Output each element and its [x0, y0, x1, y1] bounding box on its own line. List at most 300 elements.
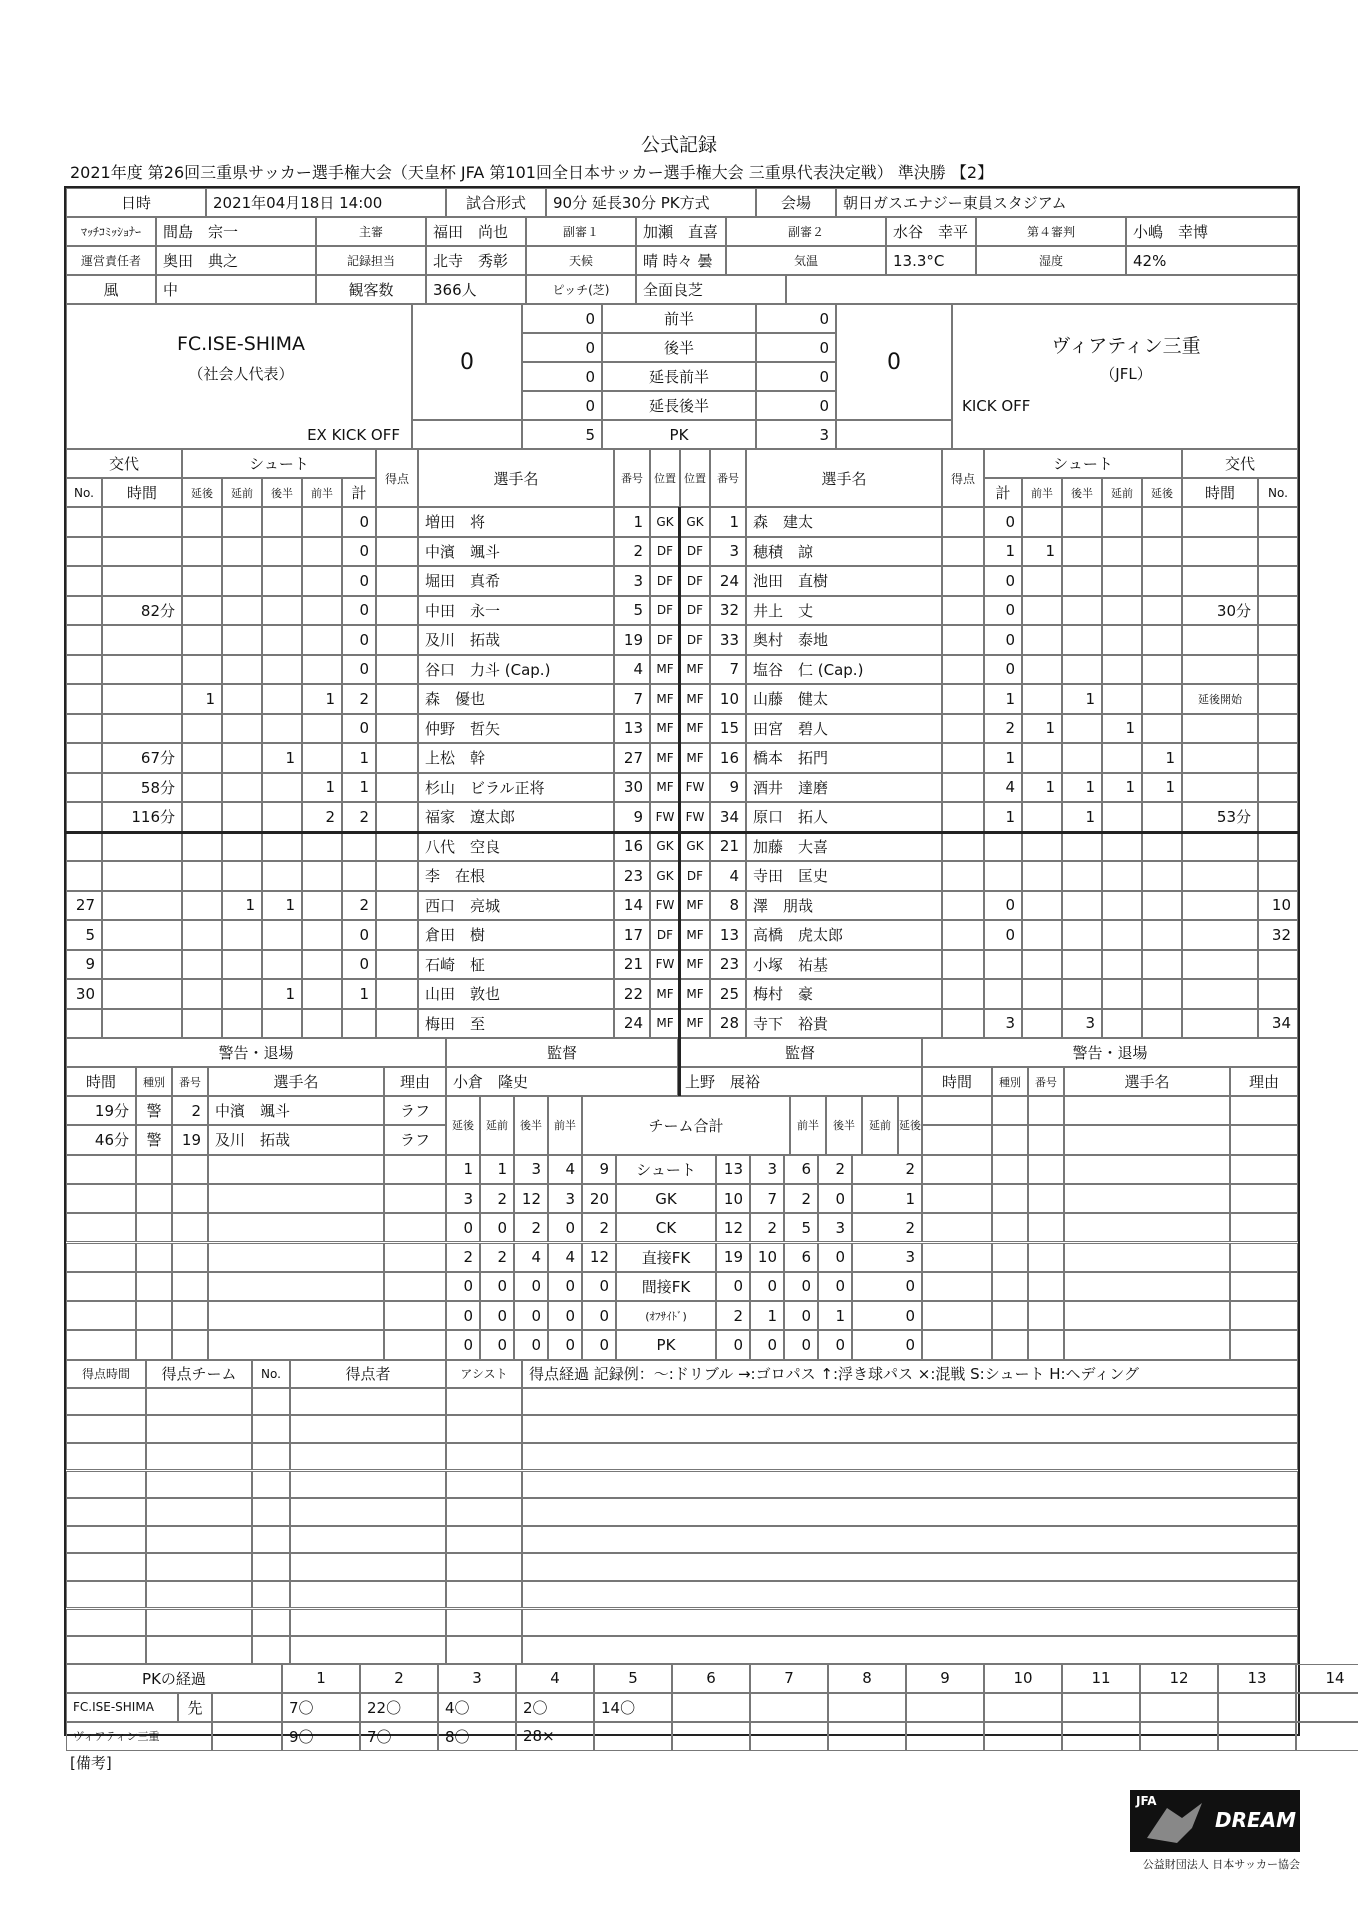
column-header: 時間 [1182, 478, 1258, 507]
goal-row-cell [290, 1609, 446, 1637]
home-player-num: 9 [614, 802, 650, 832]
card-time [66, 1330, 136, 1359]
card-time [66, 1213, 136, 1242]
period-home-score: 0 [522, 304, 602, 333]
home-player-h1 [302, 743, 342, 773]
away-player-time [1182, 625, 1258, 655]
away-player-h1 [1022, 625, 1062, 655]
home-player-total [342, 861, 376, 891]
home-player-h2 [262, 950, 302, 980]
home-team-name: FC.ISE-SHIMA [176, 333, 306, 355]
away-stat-value: 6 [784, 1243, 818, 1272]
away-player-pos: MF [680, 891, 710, 921]
away-player-pos: DF [680, 537, 710, 567]
cards-header: 時間 [922, 1067, 992, 1096]
remarks-label: [備考] [70, 1754, 112, 1772]
away-player-no: 34 [1258, 1009, 1298, 1039]
home-player-name: 堀田 真希 [418, 566, 614, 596]
home-player-no: 27 [66, 891, 102, 921]
card-type [136, 1213, 172, 1242]
period-away-score: 3 [756, 420, 836, 449]
home-stat-value: 1 [480, 1155, 514, 1184]
info-label: 記録担当 [316, 246, 426, 275]
pk-column-header: 2 [360, 1664, 438, 1693]
shoot-header: シュート [984, 449, 1182, 478]
home-player-h1 [302, 861, 342, 891]
stat-label: PK [616, 1330, 716, 1359]
away-player-time [1182, 507, 1258, 537]
home-player-total: 1 [342, 743, 376, 773]
away-player-total: 0 [984, 566, 1022, 596]
home-player-h2 [262, 537, 302, 567]
empty-cell [412, 420, 522, 449]
home-player-num: 24 [614, 1009, 650, 1039]
home-player-goals [376, 832, 418, 862]
home-player-et2 [182, 537, 222, 567]
card-player [1064, 1301, 1230, 1330]
home-player-goals [376, 743, 418, 773]
pk-away-kick: 7〇 [360, 1722, 438, 1751]
home-player-h1 [302, 507, 342, 537]
home-player-h2: 1 [262, 891, 302, 921]
home-player-h1 [302, 1009, 342, 1039]
pk-first-mark: 先 [178, 1693, 212, 1722]
pk-column-header: 13 [1218, 1664, 1296, 1693]
home-player-et2 [182, 891, 222, 921]
goal-row-cell [252, 1443, 290, 1471]
card-reason [1230, 1301, 1298, 1330]
goal-row-cell [146, 1471, 252, 1499]
home-stat-value: 2 [446, 1243, 480, 1272]
card-player: 中濱 颯斗 [208, 1096, 384, 1125]
home-player-goals [376, 566, 418, 596]
card-type [992, 1184, 1028, 1213]
away-player-total: 1 [984, 802, 1022, 832]
away-player-num: 21 [710, 832, 746, 862]
card-time: 46分 [66, 1125, 136, 1154]
goals-header: 得点 [376, 449, 418, 507]
home-player-pos: MF [650, 684, 680, 714]
away-player-name: 高橋 虎太郎 [746, 920, 942, 950]
card-num [172, 1155, 208, 1184]
home-player-total: 2 [342, 802, 376, 832]
info-label: 第４審判 [976, 217, 1126, 246]
away-stat-value: 7 [750, 1184, 784, 1213]
goal-row-cell [66, 1471, 146, 1499]
info-label: 主審 [316, 217, 426, 246]
away-player-num: 25 [710, 979, 746, 1009]
away-player-goals [942, 832, 984, 862]
home-player-et1: 1 [222, 891, 262, 921]
home-player-no: 5 [66, 920, 102, 950]
info-label: 副審２ [726, 217, 886, 246]
away-player-goals [942, 1009, 984, 1039]
away-player-no [1258, 684, 1298, 714]
goal-row-cell [446, 1636, 522, 1664]
away-kickoff: KICK OFF [962, 396, 1031, 415]
goal-row-cell [446, 1553, 522, 1581]
home-player-h1: 1 [302, 684, 342, 714]
home-player-time [102, 507, 182, 537]
away-player-no [1258, 773, 1298, 803]
pk-column-header: 3 [438, 1664, 516, 1693]
card-reason [384, 1243, 446, 1272]
pk-home-kick [672, 1693, 750, 1722]
home-player-h2: 1 [262, 743, 302, 773]
away-player-time [1182, 714, 1258, 744]
home-player-time [102, 832, 182, 862]
away-stat-total: 2 [716, 1301, 750, 1330]
home-player-pos: DF [650, 625, 680, 655]
jfa-emblem-icon [1130, 1790, 1300, 1852]
period-away-score: 0 [756, 304, 836, 333]
away-player-goals [942, 920, 984, 950]
away-player-et2 [1142, 832, 1182, 862]
away-player-num: 10 [710, 684, 746, 714]
card-type [136, 1243, 172, 1272]
away-player-num: 3 [710, 537, 746, 567]
info-value: 晴 時々 曇 [636, 246, 726, 275]
home-player-h2 [262, 920, 302, 950]
away-stat-total: 12 [716, 1213, 750, 1242]
away-player-et2 [1142, 891, 1182, 921]
away-player-time: 53分 [1182, 802, 1258, 832]
period-label: 延長前半 [602, 362, 756, 391]
away-player-num: 24 [710, 566, 746, 596]
pk-away-kick: 8〇 [438, 1722, 516, 1751]
away-player-num: 32 [710, 596, 746, 626]
goal-row-cell [66, 1553, 146, 1581]
home-stat-value: 20 [582, 1184, 616, 1213]
period-label: 延長後半 [602, 391, 756, 420]
home-player-goals [376, 625, 418, 655]
home-player-h1: 1 [302, 773, 342, 803]
home-player-h2 [262, 566, 302, 596]
info-value: 2021年04月18日 14:00 [206, 188, 446, 217]
goals-header-no: No. [252, 1360, 290, 1388]
away-player-num: 34 [710, 802, 746, 832]
away-player-no [1258, 861, 1298, 891]
pk-home-kick: 2〇 [516, 1693, 594, 1722]
pk-away-kick [594, 1722, 672, 1751]
away-player-no [1258, 714, 1298, 744]
home-player-name: 倉田 樹 [418, 920, 614, 950]
pk-home-kick: 4〇 [438, 1693, 516, 1722]
away-player-num: 1 [710, 507, 746, 537]
away-player-h2 [1062, 861, 1102, 891]
column-header: 後半 [262, 478, 302, 507]
info-value: 加瀬 直喜 [636, 217, 726, 246]
logo-dream-text: DREAM [1215, 1808, 1297, 1832]
card-time [66, 1184, 136, 1213]
card-player [208, 1330, 384, 1359]
away-player-no [1258, 743, 1298, 773]
home-player-h2 [262, 861, 302, 891]
home-player-name: 梅田 至 [418, 1009, 614, 1039]
home-player-h1 [302, 566, 342, 596]
home-player-et1 [222, 773, 262, 803]
away-stat-value: 0 [852, 1301, 922, 1330]
card-reason [1230, 1155, 1298, 1184]
home-player-h1 [302, 714, 342, 744]
stats-period-header: 延後 [898, 1096, 922, 1155]
home-player-name: 増田 将 [418, 507, 614, 537]
home-player-et2 [182, 743, 222, 773]
home-stat-value: 2 [514, 1213, 548, 1242]
away-player-h2: 1 [1062, 802, 1102, 832]
crow-icon [1142, 1798, 1212, 1848]
away-player-et1 [1102, 655, 1142, 685]
competition-subtitle: 2021年度 第26回三重県サッカー選手権大会（天皇杯 JFA 第101回全日本サッカー選手権大会 三重県代表決定戦） 準決勝 【2】 [70, 163, 994, 182]
period-label: 前半 [602, 304, 756, 333]
cards-header: 種別 [992, 1067, 1028, 1096]
home-player-et2 [182, 655, 222, 685]
column-header: 前半 [302, 478, 342, 507]
goal-row-cell [522, 1471, 1298, 1499]
home-player-no [66, 714, 102, 744]
info-value: 中 [156, 275, 316, 304]
goal-row-cell [290, 1471, 446, 1499]
goal-row-cell [446, 1581, 522, 1609]
away-stat-value: 0 [750, 1272, 784, 1301]
home-player-no [66, 596, 102, 626]
away-player-name: 酒井 達磨 [746, 773, 942, 803]
away-player-total: 1 [984, 743, 1022, 773]
goal-row-cell [252, 1388, 290, 1416]
away-player-pos: GK [680, 832, 710, 862]
home-stat-value: 4 [548, 1243, 582, 1272]
home-player-name: 谷口 力斗 (Cap.) [418, 655, 614, 685]
home-player-pos: MF [650, 773, 680, 803]
pk-away-kick [672, 1722, 750, 1751]
goal-row-cell [252, 1526, 290, 1554]
home-player-h1 [302, 655, 342, 685]
home-player-h2 [262, 773, 302, 803]
away-player-no [1258, 507, 1298, 537]
pk-home-kick [1062, 1693, 1140, 1722]
num-header: 番号 [710, 449, 746, 507]
goal-row-cell [522, 1609, 1298, 1637]
column-header: 前半 [1022, 478, 1062, 507]
info-label: 天候 [526, 246, 636, 275]
goal-row-cell [522, 1415, 1298, 1443]
away-player-h2 [1062, 832, 1102, 862]
column-header: 延前 [222, 478, 262, 507]
home-player-pos: DF [650, 920, 680, 950]
home-player-num: 23 [614, 861, 650, 891]
away-player-et2 [1142, 537, 1182, 567]
home-player-h2 [262, 596, 302, 626]
away-stat-value: 2 [750, 1213, 784, 1242]
away-player-et1: 1 [1102, 714, 1142, 744]
card-type: 警 [136, 1125, 172, 1154]
goal-row-cell [66, 1526, 146, 1554]
card-time [66, 1243, 136, 1272]
card-reason [384, 1155, 446, 1184]
away-player-num: 9 [710, 773, 746, 803]
card-num [172, 1301, 208, 1330]
home-player-pos: GK [650, 507, 680, 537]
pk-home-kick [828, 1693, 906, 1722]
home-player-name: 山田 敦也 [418, 979, 614, 1009]
home-player-no [66, 1009, 102, 1039]
away-player-h1 [1022, 566, 1062, 596]
home-player-no [66, 684, 102, 714]
away-player-goals [942, 743, 984, 773]
home-player-total: 0 [342, 596, 376, 626]
home-player-num: 27 [614, 743, 650, 773]
home-player-total: 0 [342, 950, 376, 980]
pk-home-kick [984, 1693, 1062, 1722]
home-stat-value: 0 [548, 1213, 582, 1242]
away-player-name: 塩谷 仁 (Cap.) [746, 655, 942, 685]
away-player-h1 [1022, 684, 1062, 714]
away-player-no [1258, 537, 1298, 567]
away-player-et2: 1 [1142, 743, 1182, 773]
empty-cell [836, 420, 952, 449]
cards-header: 理由 [384, 1067, 446, 1096]
away-player-total [984, 861, 1022, 891]
away-player-h1 [1022, 891, 1062, 921]
home-player-h2 [262, 802, 302, 832]
stats-period-header: 前半 [790, 1096, 826, 1155]
column-header: No. [66, 478, 102, 507]
card-reason: ラフ [384, 1125, 446, 1154]
home-player-goals [376, 684, 418, 714]
home-player-name: 石崎 柾 [418, 950, 614, 980]
card-num [1028, 1184, 1064, 1213]
home-player-num: 19 [614, 625, 650, 655]
home-player-et2 [182, 596, 222, 626]
away-player-no [1258, 596, 1298, 626]
away-player-goals [942, 625, 984, 655]
card-reason [1230, 1272, 1298, 1301]
away-player-et2 [1142, 625, 1182, 655]
goal-row-cell [146, 1636, 252, 1664]
home-player-et1 [222, 1009, 262, 1039]
home-player-num: 17 [614, 920, 650, 950]
away-stat-value: 2 [852, 1213, 922, 1242]
pk-column-header: 4 [516, 1664, 594, 1693]
goal-row-cell [290, 1415, 446, 1443]
home-stat-value: 0 [480, 1301, 514, 1330]
home-stat-value: 0 [548, 1330, 582, 1359]
away-player-no [1258, 832, 1298, 862]
card-num [1028, 1301, 1064, 1330]
away-stat-value: 0 [818, 1184, 852, 1213]
goal-row-cell [446, 1471, 522, 1499]
home-player-h2 [262, 1009, 302, 1039]
goal-row-cell [446, 1388, 522, 1416]
home-player-pos: GK [650, 832, 680, 862]
away-player-et1 [1102, 832, 1142, 862]
stats-period-header: 後半 [514, 1096, 548, 1155]
card-type: 警 [136, 1096, 172, 1125]
away-player-no [1258, 979, 1298, 1009]
goal-row-cell [146, 1415, 252, 1443]
away-stat-value: 0 [784, 1330, 818, 1359]
goal-row-cell [290, 1581, 446, 1609]
home-player-goals [376, 1009, 418, 1039]
home-player-h1 [302, 920, 342, 950]
period-home-score: 0 [522, 362, 602, 391]
card-num [1028, 1330, 1064, 1359]
home-player-name: 八代 空良 [418, 832, 614, 862]
pk-column-header: 5 [594, 1664, 672, 1693]
away-player-total: 0 [984, 507, 1022, 537]
away-stat-value: 0 [750, 1330, 784, 1359]
away-player-pos: GK [680, 507, 710, 537]
card-reason [1230, 1184, 1298, 1213]
away-player-no: 10 [1258, 891, 1298, 921]
goal-row-cell [146, 1581, 252, 1609]
home-stat-value: 0 [446, 1330, 480, 1359]
pk-column-header: 7 [750, 1664, 828, 1693]
card-type [992, 1330, 1028, 1359]
away-player-h1 [1022, 507, 1062, 537]
match-record-sheet [64, 186, 1345, 1746]
away-stat-value: 5 [784, 1213, 818, 1242]
home-stat-value: 0 [514, 1330, 548, 1359]
home-player-time [102, 625, 182, 655]
goals-header-time: 得点時間 [66, 1360, 146, 1388]
home-player-num: 3 [614, 566, 650, 596]
away-player-et1: 1 [1102, 773, 1142, 803]
home-player-h1 [302, 832, 342, 862]
away-player-pos: DF [680, 566, 710, 596]
goal-row-cell [522, 1581, 1298, 1609]
goals-header-team: 得点チーム [146, 1360, 252, 1388]
pk-home-kick [906, 1693, 984, 1722]
away-player-pos: MF [680, 920, 710, 950]
home-player-total: 0 [342, 507, 376, 537]
stat-label: (ｵﾌｻｲﾄﾞ) [616, 1301, 716, 1330]
goal-row-cell [446, 1609, 522, 1637]
away-player-num: 7 [710, 655, 746, 685]
card-player [208, 1243, 384, 1272]
home-player-pos: MF [650, 714, 680, 744]
away-player-name: 寺下 裕貴 [746, 1009, 942, 1039]
away-player-h2 [1062, 537, 1102, 567]
home-player-pos: MF [650, 743, 680, 773]
pk-away-kick: 28× [516, 1722, 594, 1751]
card-type [992, 1272, 1028, 1301]
period-away-score: 0 [756, 362, 836, 391]
goal-row-cell [522, 1443, 1298, 1471]
info-value: 福田 尚也 [426, 217, 526, 246]
home-player-et2 [182, 832, 222, 862]
away-player-time [1182, 920, 1258, 950]
home-player-name: 上松 幹 [418, 743, 614, 773]
card-player [208, 1213, 384, 1242]
info-value: 90分 延長30分 PK方式 [546, 188, 756, 217]
away-player-name: 橋本 拓門 [746, 743, 942, 773]
away-team-sub: （JFL） [1100, 364, 1152, 383]
away-stat-total: 13 [716, 1155, 750, 1184]
cards-header: 選手名 [208, 1067, 384, 1096]
home-stat-value: 4 [514, 1243, 548, 1272]
pk-column-header: 12 [1140, 1664, 1218, 1693]
away-stat-value: 0 [784, 1301, 818, 1330]
away-player-goals [942, 596, 984, 626]
pk-column-header: 9 [906, 1664, 984, 1693]
home-player-pos: DF [650, 537, 680, 567]
away-player-et1 [1102, 684, 1142, 714]
home-stat-value: 4 [548, 1155, 582, 1184]
info-label: ピッチ(芝) [526, 275, 636, 304]
away-player-num: 33 [710, 625, 746, 655]
home-player-total [342, 832, 376, 862]
